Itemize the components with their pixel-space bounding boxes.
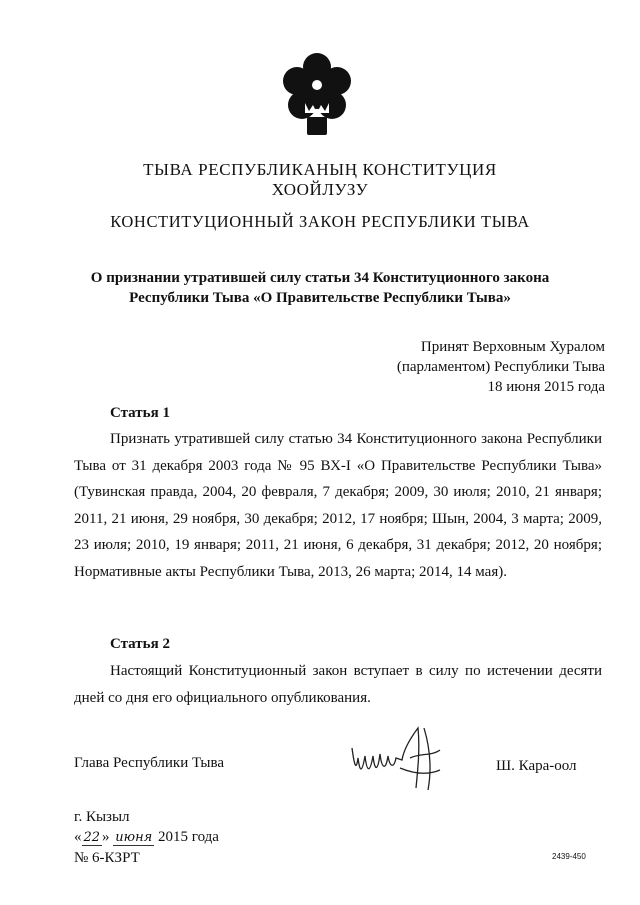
document-code: 2439-450 xyxy=(552,852,586,861)
date-open-quote: « xyxy=(74,829,82,845)
article-1-text: Признать утратившей силу статью 34 Конституционного закона Республики Тыва от 31 декабря 2003 года № 95 ВХ-I «О Правительстве Республики Тыва» (Тувинская правда, 2004, 20 февраля, 7 декабря; 2009, 30 июля; 2010, 21 января; 2011, 21 июня, 29 ноября, 30 декабря; 2012, 17 ноября; Шын, 2004, 3 марта; 2009, 23 июля; 2010, 19 января; 2011, 21 июня, 6 декабря, 31 декабря; 2012, 20 ноября; Нормативные акты Республики Тыва, 2013, 26 марта; 2014, 14 мая). xyxy=(74,431,602,580)
header-line-1: ТЫВА РЕСПУБЛИКАНЫҢ КОНСТИТУЦИЯ xyxy=(143,160,497,179)
republic-emblem-icon xyxy=(277,45,357,145)
signatory-name: Ш. Кара-оол xyxy=(496,758,577,774)
handwritten-signature xyxy=(340,718,465,800)
date-month: июня xyxy=(115,830,153,845)
law-type-heading: КОНСТИТУЦИОННЫЙ ЗАКОН РЕСПУБЛИКИ ТЫВА xyxy=(110,212,530,231)
article-2-heading: Статья 2 xyxy=(110,636,170,652)
header-line-2: ХООЙЛУЗУ xyxy=(271,180,369,199)
adoption-line-1: Принят Верховным Хуралом xyxy=(420,339,605,355)
article-2-text: Настоящий Конституционный закон вступает в силу по истечении десяти дней со дня его официального опубликования. xyxy=(74,663,602,706)
place-date-block xyxy=(74,807,219,868)
signatory-position: Глава Республики Тыва xyxy=(74,755,225,771)
date-year: 2015 года xyxy=(158,829,219,845)
title-line-1: О признании утратившей силу статьи 34 Конституционного закона xyxy=(90,270,550,286)
date-day: 22 xyxy=(83,830,101,845)
signing-date xyxy=(74,827,219,848)
title-line-2: Республики Тыва «О Правительстве Республики Тыва» xyxy=(129,290,511,306)
document-header xyxy=(0,160,640,200)
adoption-note xyxy=(397,337,605,397)
document-title xyxy=(60,268,580,308)
adoption-date: 18 июня 2015 года xyxy=(487,379,605,395)
law-number: № 6-КЗРТ xyxy=(74,850,140,866)
city-name: г. Кызыл xyxy=(74,809,130,825)
date-close-quote: » xyxy=(102,829,110,845)
article-1-heading: Статья 1 xyxy=(110,405,170,421)
adoption-line-2: (парламентом) Республики Тыва xyxy=(396,359,605,375)
